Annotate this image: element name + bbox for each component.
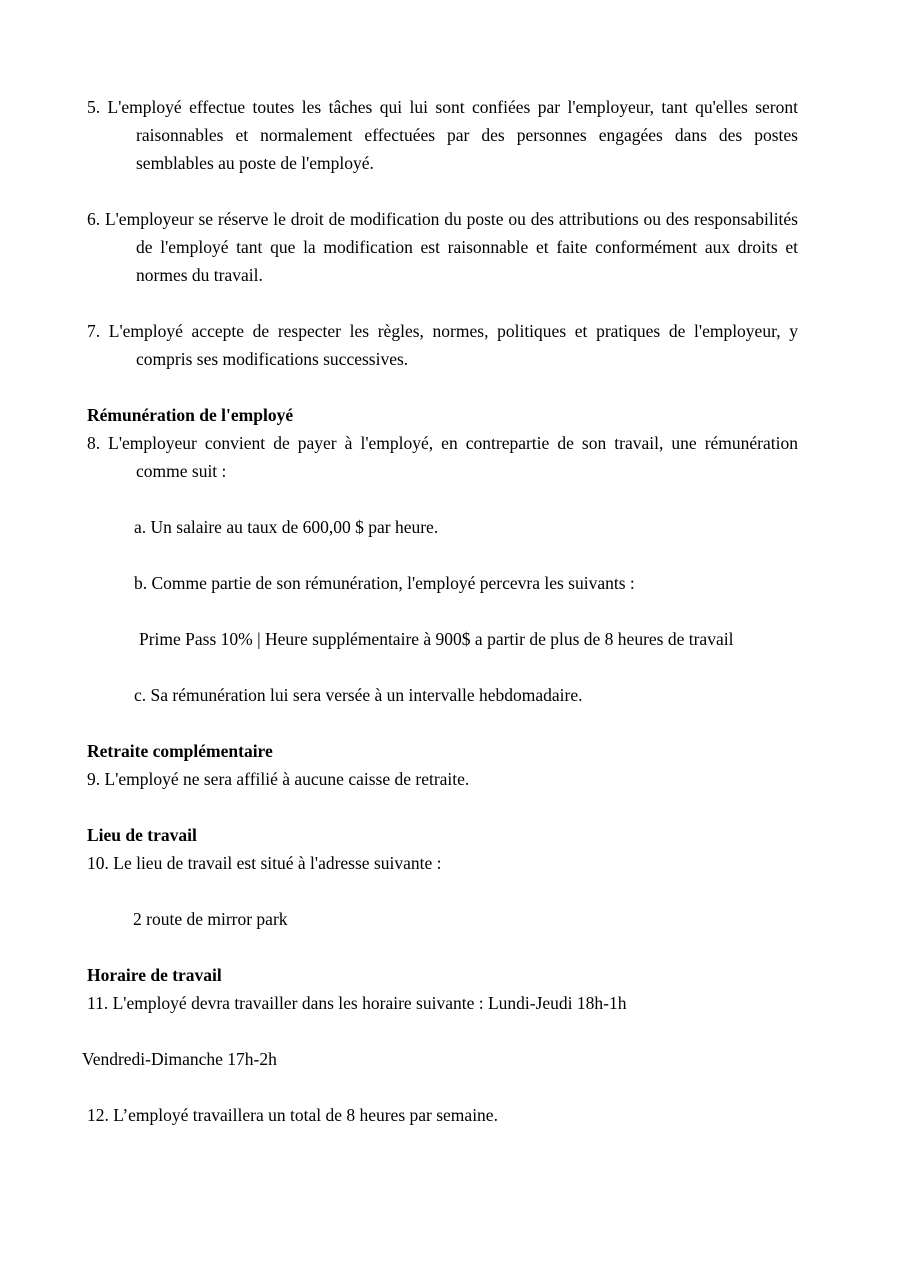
- clause-7: 7. L'employé accepte de respecter les règles, normes, politiques et pratiques de l'employeur, y compris ses modifications successives.: [87, 321, 798, 369]
- clause-8c: c. Sa rémunération lui sera versée à un intervalle hebdomadaire.: [134, 685, 583, 705]
- section-heading-remuneration: Rémunération de l'employé: [87, 405, 294, 425]
- section-heading-lieu-de-travail: Lieu de travail: [87, 825, 197, 845]
- clause-6: 6. L'employeur se réserve le droit de modification du poste ou des attributions ou des responsabilités de l'employé tant que la modification est raisonnable et faite conformément aux droits et normes du travail.: [87, 209, 798, 285]
- clause-9: 9. L'employé ne sera affilié à aucune caisse de retraite.: [87, 769, 470, 789]
- clause-10: 10. Le lieu de travail est situé à l'adresse suivante :: [87, 853, 442, 873]
- clause-8b: b. Comme partie de son rémunération, l'employé percevra les suivants :: [134, 573, 635, 593]
- clause-11: 11. L'employé devra travailler dans les horaire suivante : Lundi-Jeudi 18h-1h: [87, 993, 627, 1013]
- clause-12: 12. L’employé travaillera un total de 8 heures par semaine.: [87, 1105, 498, 1125]
- clause-10-address: 2 route de mirror park: [133, 909, 288, 929]
- clause-8b-detail: Prime Pass 10% | Heure supplémentaire à 900$ a partir de plus de 8 heures de travail: [139, 629, 734, 649]
- clause-8: 8. L'employeur convient de payer à l'employé, en contrepartie de son travail, une rémunération comme suit :: [87, 433, 798, 481]
- section-heading-horaire: Horaire de travail: [87, 965, 222, 985]
- clause-8a: a. Un salaire au taux de 600,00 $ par heure.: [134, 517, 439, 537]
- document-content: [82, 93, 798, 1129]
- section-heading-retraite: Retraite complémentaire: [87, 741, 273, 761]
- clause-5: 5. L'employé effectue toutes les tâches qui lui sont confiées par l'employeur, tant qu'elles seront raisonnables et normalement effectuées par des personnes engagées dans des postes semblables au poste de l'employé.: [87, 97, 798, 173]
- clause-11-schedule-weekend: Vendredi-Dimanche 17h-2h: [82, 1049, 277, 1069]
